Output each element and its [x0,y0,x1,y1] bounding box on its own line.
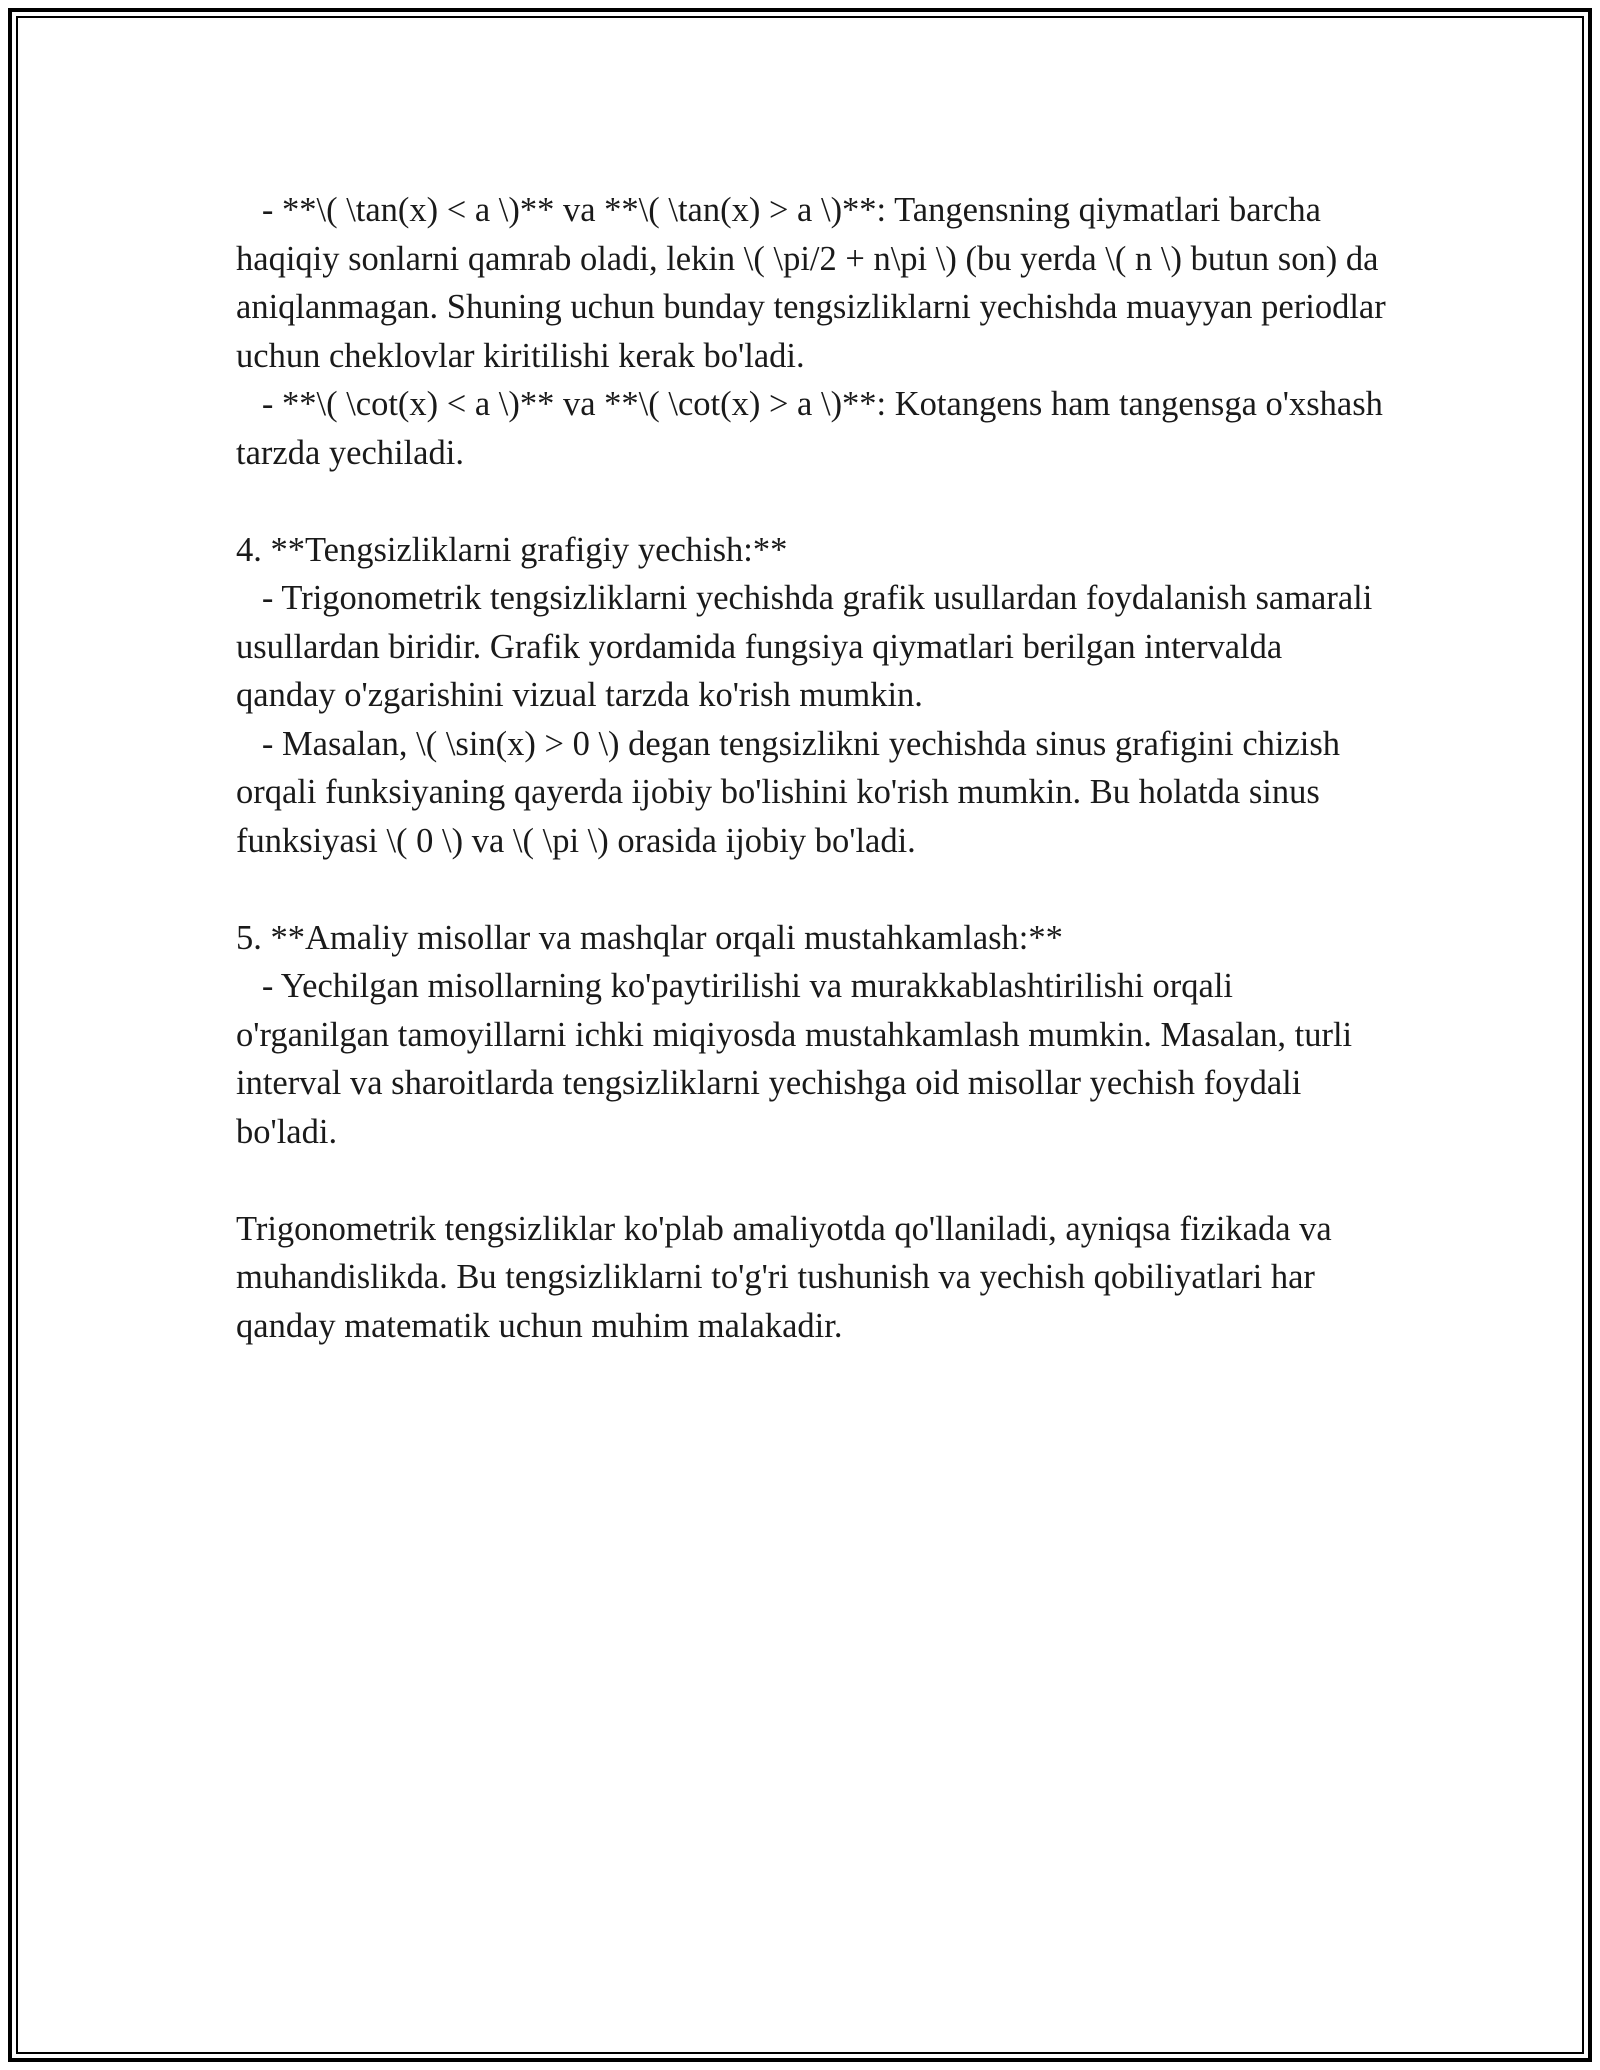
paragraph-conclusion: Trigonometrik tengsizliklar ko'plab amaliyotda qo'llaniladi, ayniqsa fizikada va muhandislikda. Bu tengsizliklarni to'g'ri tushunish va yechish qobiliyatlari har qanday matematik uchun muhim malakadir. [236,1209,1341,1345]
paragraph-gap [236,1156,1386,1205]
paragraph-gap [236,477,1386,526]
section-tan-cot-inequalities [236,186,1395,477]
paragraph-tan-inequality: - **\( \tan(x) < a \)** va **\( \tan(x) > a \)**: Tangensning qiymatlari barcha haqiqiy sonlarni qamrab oladi, lekin \( \pi/2 + n\pi \) (bu yerda \( n \) butun son) da aniqlanmagan. Shuning uchun bunday tengsizliklarni yechishda muayyan periodlar uchun cheklovlar kiritilishi kerak bo'ladi. [236,191,1395,375]
document-body [236,186,1395,1350]
section-practice [236,914,1386,1157]
section-heading: 5. **Amaliy misollar va mashqlar orqali mustahkamlash:** [236,918,1063,957]
section-heading: 4. **Tengsizliklarni grafigiy yechish:** [236,530,788,569]
section-graphical-solution [236,526,1386,866]
section-conclusion [236,1205,1386,1351]
paragraph-gap [236,865,1386,914]
paragraph-practice-examples: - Yechilgan misollarning ko'paytirilishi va murakkablashtirilishi orqali o'rganilgan tamoyillarni ichki miqiyosda mustahkamlash mumkin. Masalan, turli interval va sharoitlarda tengsizliklarni yechishga oid misollar yechish foydali bo'ladi. [236,967,1361,1151]
paragraph-sine-example: - Masalan, \( \sin(x) > 0 \) degan tengsizlikni yechishda sinus grafigini chizish orqali funksiyaning qayerda ijobiy bo'lishini ko'rish mumkin. Bu holatda sinus funksiyasi \( 0 \) va \( \pi \) orasida ijobiy bo'ladi. [236,724,1349,860]
paragraph-cot-inequality: - **\( \cot(x) < a \)** va **\( \cot(x) > a \)**: Kotangens ham tangensga o'xshash tarzda yechiladi. [236,385,1392,472]
paragraph-graphical-methods: - Trigonometrik tengsizliklarni yechishda grafik usullardan foydalanish samarali usullardan biridir. Grafik yordamida fungsiya qiymatlari berilgan intervalda qanday o'zgarishini vizual tarzda ko'rish mumkin. [236,579,1381,714]
